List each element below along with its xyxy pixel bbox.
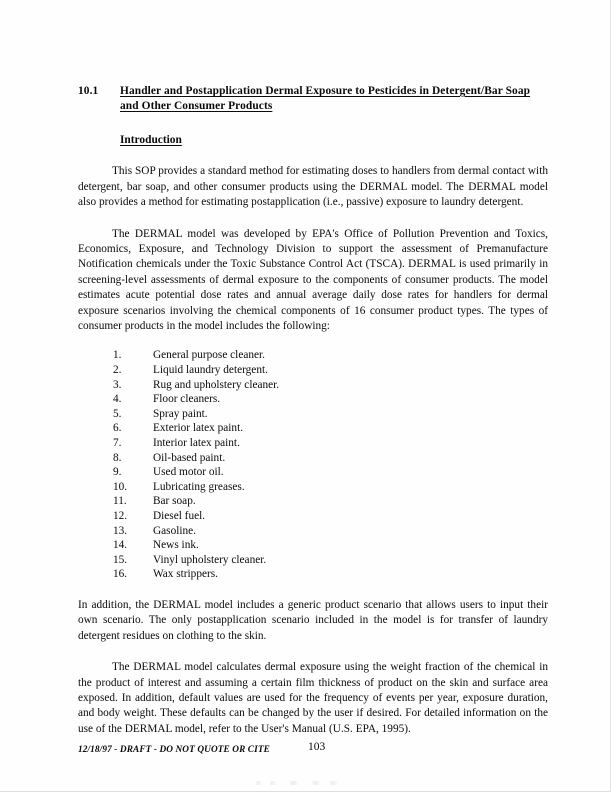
- list-item-label: Exterior latex paint.: [153, 422, 244, 435]
- list-item-label: Floor cleaners.: [153, 393, 221, 406]
- list-item: [78, 494, 548, 509]
- list-item: [78, 392, 548, 407]
- list-item-label: Liquid laundry detergent.: [153, 364, 268, 377]
- list-item-number: 5.: [113, 407, 122, 420]
- list-item-number: 13.: [113, 524, 128, 537]
- list-item-label: Vinyl upholstery cleaner.: [153, 553, 267, 566]
- section-number: 10.1: [78, 85, 99, 97]
- list-item: [78, 480, 548, 495]
- list-item: [78, 378, 548, 393]
- scan-artifact: [255, 781, 345, 785]
- list-item-label: Used motor oil.: [153, 466, 224, 479]
- list-item-number: 14.: [113, 539, 128, 552]
- list-item-label: Rug and upholstery cleaner.: [153, 378, 280, 391]
- list-item: [78, 509, 548, 524]
- list-item-label: Lubricating greases.: [153, 480, 245, 493]
- list-item: [78, 348, 548, 363]
- list-item-number: 11.: [113, 495, 127, 508]
- list-item: [78, 407, 548, 422]
- section-heading: [78, 84, 548, 114]
- paragraph-generic-scenario: In addition, the DERMAL model includes a generic product scenario that allows users to input their own scenario. The only postapplication scenario included in the model is for transfer of laundry detergent residues on clothing to the skin.: [78, 598, 548, 642]
- list-item: [78, 524, 548, 539]
- paragraph-calculation-method: The DERMAL model calculates dermal exposure using the weight fraction of the chemical in the product of interest and assuming a certain film thickness of product on the skin and surface area exposed. In addition, default values are used for the frequency of events per year, exposure duration, and body weight. These defaults can be changed by the user if desired. For detailed information on the use of the DERMAL model, refer to the User's Manual (U.S. EPA, 1995).: [78, 661, 548, 735]
- list-item-number: 2.: [113, 364, 122, 377]
- list-item: [78, 363, 548, 378]
- list-item: [78, 567, 548, 582]
- list-item-number: 7.: [113, 437, 122, 450]
- list-item: [78, 436, 548, 451]
- list-item: [78, 451, 548, 466]
- list-item-number: 8.: [113, 451, 122, 464]
- paragraph-overview: This SOP provides a standard method for estimating doses to handlers from dermal contact with detergent, bar soap, and other consumer products using the DERMAL model. The DERMAL model also provides a method for estimating postapplication (i.e., passive) exposure to laundry detergent.: [78, 165, 548, 209]
- list-item-number: 9.: [113, 466, 122, 479]
- list-item-number: 3.: [113, 378, 122, 391]
- list-item-number: 1.: [113, 349, 122, 362]
- list-item-number: 16.: [113, 568, 128, 581]
- list-item-label: Spray paint.: [153, 407, 208, 420]
- list-item-label: Bar soap.: [153, 495, 196, 508]
- list-item-number: 4.: [113, 393, 122, 406]
- page-content: [78, 84, 548, 737]
- list-item: [78, 538, 548, 553]
- list-item-label: Interior latex paint.: [153, 437, 240, 450]
- list-item-label: News ink.: [153, 539, 199, 552]
- footer-page-number: 103: [308, 741, 326, 753]
- footer-draft-notice: 12/18/97 - DRAFT - DO NOT QUOTE OR CITE: [78, 745, 270, 755]
- consumer-product-list: [78, 348, 548, 582]
- list-item-label: General purpose cleaner.: [153, 349, 265, 362]
- list-item-label: Diesel fuel.: [153, 510, 206, 522]
- list-item: [78, 421, 548, 436]
- list-item: [78, 553, 548, 568]
- list-item-label: Gasoline.: [153, 524, 196, 537]
- list-item-label: Wax strippers.: [153, 568, 218, 581]
- list-item-number: 12.: [113, 510, 128, 522]
- paragraph-model-background: The DERMAL model was developed by EPA's Office of Pollution Prevention and Toxics, Economics, Exposure, and Technology Division to support the assessment of Premanufacture Notification chemicals under the Toxic Substance Control Act (TSCA). DERMAL is used primarily in screening-level assessments of dermal exposure to the components of consumer products. The model estimates acute potential dose rates and annual average daily dose rates for handlers for dermal exposure scenarios involving the chemical components of 16 consumer product types. The types of consumer products in the model includes the following:: [78, 227, 548, 333]
- section-title: Handler and Postapplication Dermal Exposure to Pesticides in Detergent/Bar Soap and Other Consumer Products: [120, 85, 531, 113]
- list-item-number: 10.: [113, 480, 128, 493]
- page-footer: [78, 741, 548, 761]
- list-item-label: Oil-based paint.: [153, 451, 226, 464]
- subheading-introduction: Introduction: [120, 134, 182, 147]
- list-item-number: 6.: [113, 422, 122, 435]
- list-item-number: 15.: [113, 553, 128, 566]
- list-item: [78, 465, 548, 480]
- subheading-wrap: [78, 114, 548, 148]
